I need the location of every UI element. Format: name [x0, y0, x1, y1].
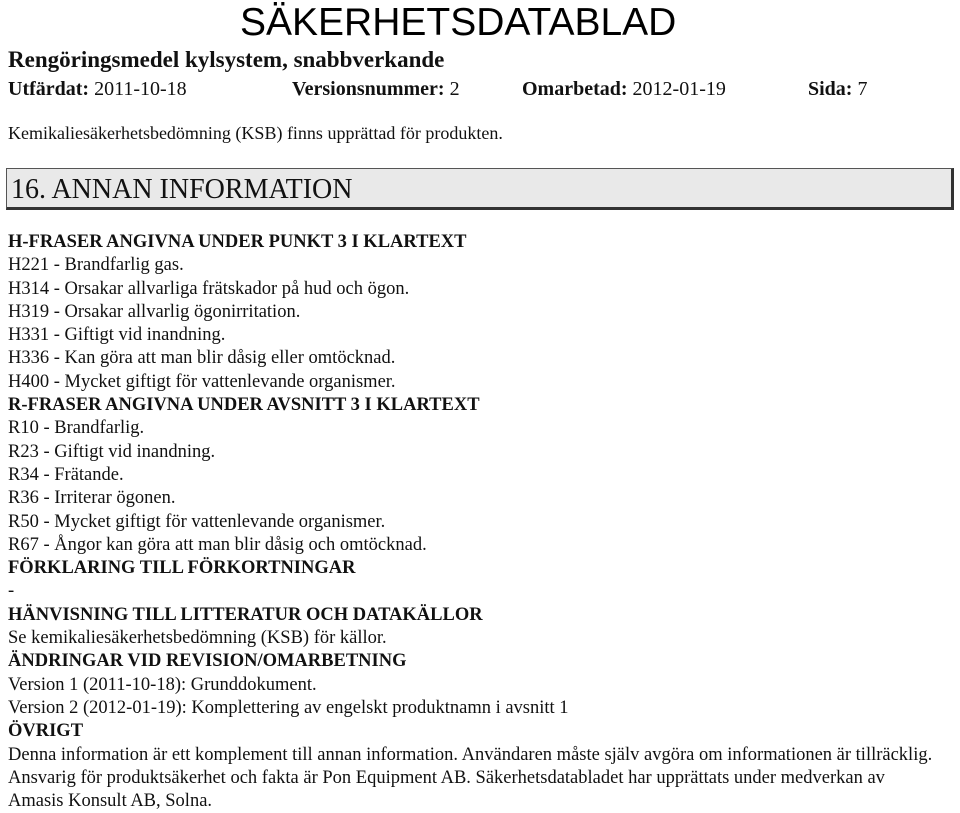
references-heading: HÄNVISNING TILL LITTERATUR OCH DATAKÄLLOR: [8, 604, 483, 625]
r-phrase-item: R67 - Ångor kan göra att man blir dåsig och omtöcknad.: [8, 534, 427, 555]
other-text: Denna information är ett komplement till annan information. Användaren måste själv avgöra om informationen är tillräcklig. Ansvarig för produktsäkerhet och fakta är Pon Equipment AB. Säkerhetsdatabladet har upprättats under medverkan av Amasis Konsult AB, Solna.: [8, 744, 933, 812]
revised-label: Omarbetad:: [522, 78, 628, 100]
page-number: [808, 75, 867, 103]
issued-label: Utfärdat:: [8, 78, 90, 100]
h-phrase-item: H400 - Mycket giftigt för vattenlevande organismer.: [8, 371, 396, 392]
h-phrase-item: H221 - Brandfarlig gas.: [8, 255, 184, 276]
revised-date: [522, 75, 726, 103]
page-label: Sida:: [808, 78, 853, 100]
r-phrase-item: R23 - Giftigt vid inandning.: [8, 441, 216, 462]
r-phrase-item: R10 - Brandfarlig.: [8, 418, 145, 439]
version-number: [292, 75, 460, 103]
revisions-heading: ÄNDRINGAR VID REVISION/OMARBETNING: [8, 651, 407, 672]
document-title: SÄKERHETSDATABLAD: [240, 1, 677, 44]
product-name: Rengöringsmedel kylsystem, snabbverkande: [8, 47, 445, 72]
abbreviations-heading: FÖRKLARING TILL FÖRKORTNINGAR: [8, 558, 356, 579]
document-meta-row: [8, 75, 958, 103]
issued-date: [8, 75, 187, 103]
h-phrase-item: H314 - Orsakar allvarliga frätskador på hud och ögon.: [8, 278, 410, 299]
h-phrases-heading: H-FRASER ANGIVNA UNDER PUNKT 3 I KLARTEXT: [8, 232, 467, 252]
r-phrase-item: R36 - Irriterar ögonen.: [8, 488, 176, 509]
section-title: 16. ANNAN INFORMATION: [11, 174, 353, 205]
section-16-content: [8, 231, 948, 813]
h-phrase-item: H336 - Kan göra att man blir dåsig eller omtöcknad.: [8, 348, 396, 369]
revision-item: Version 2 (2012-01-19): Komplettering av engelskt produktnamn i avsnitt 1: [8, 697, 569, 718]
version-label: Versionsnummer:: [292, 78, 445, 100]
ksb-intro-text: Kemikaliesäkerhetsbedömning (KSB) finns upprättad för produkten.: [8, 123, 503, 143]
other-heading: ÖVRIGT: [8, 721, 84, 742]
h-phrase-item: H331 - Giftigt vid inandning.: [8, 325, 226, 346]
version-value: 2: [449, 78, 460, 100]
abbreviations-text: -: [8, 581, 15, 602]
r-phrase-item: R34 - Frätande.: [8, 464, 124, 485]
h-phrase-item: H319 - Orsakar allvarlig ögonirritation.: [8, 301, 301, 322]
references-text: Se kemikaliesäkerhetsbedömning (KSB) för källor.: [8, 628, 387, 649]
section-16-header: [6, 168, 954, 210]
issued-value: 2011-10-18: [94, 78, 187, 100]
revision-item: Version 1 (2011-10-18): Grunddokument.: [8, 674, 317, 695]
revised-value: 2012-01-19: [632, 78, 726, 100]
r-phrase-item: R50 - Mycket giftigt för vattenlevande organismer.: [8, 511, 386, 532]
page-value: 7: [857, 78, 868, 100]
r-phrases-heading: R-FRASER ANGIVNA UNDER AVSNITT 3 I KLARTEXT: [8, 395, 480, 416]
